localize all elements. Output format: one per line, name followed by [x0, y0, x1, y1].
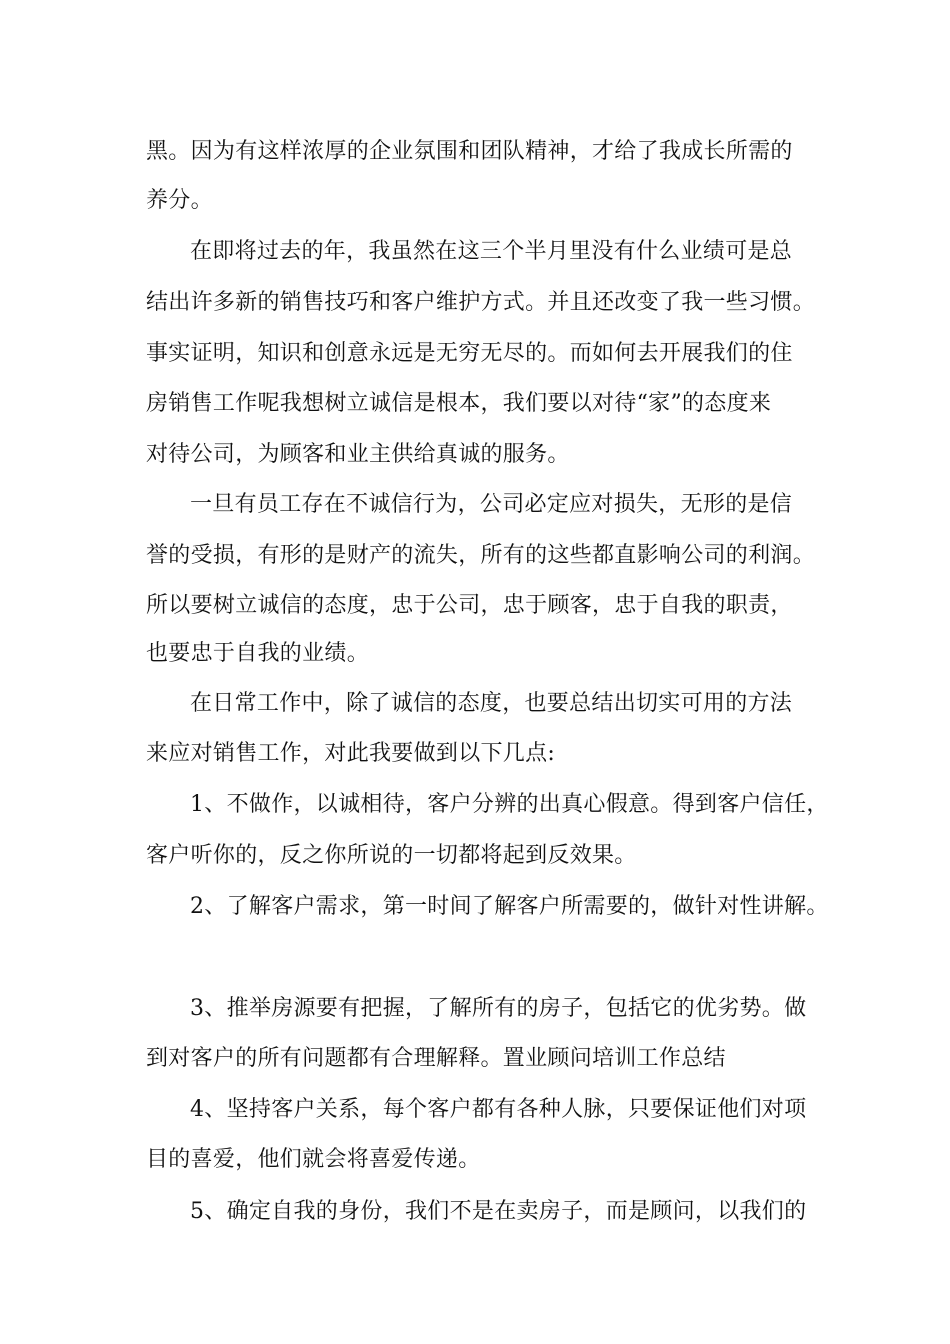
text-line: 目的喜爱，他们就会将喜爱传递。 — [146, 1147, 481, 1172]
paragraph-start-line: 在日常工作中，除了诚信的态度，也要总结出切实可用的方法 — [190, 691, 793, 716]
text-line: 黑。因为有这样浓厚的企业氛围和团队精神，才给了我成长所需的 — [146, 139, 793, 164]
text-line: 也要忠于自我的业绩。 — [146, 641, 370, 666]
paragraph-start-line: 一旦有员工存在不诚信行为，公司必定应对损失，无形的是信 — [190, 492, 793, 517]
text-line: 誉的受损，有形的是财产的流失，所有的这些都直影响公司的利润。 — [146, 543, 816, 568]
list-item-5-line: 5、确定自我的身份，我们不是在卖房子，而是顾问，以我们的 — [190, 1199, 807, 1224]
list-item-2-line: 2、了解客户需求，第一时间了解客户所需要的，做针对性讲解。 — [190, 894, 829, 919]
text-line: 结出许多新的销售技巧和客户维护方式。并且还改变了我一些习惯。 — [146, 290, 816, 315]
paragraph-start-line: 在即将过去的年，我虽然在这三个半月里没有什么业绩可是总 — [190, 239, 793, 264]
text-line: 到对客户的所有问题都有合理解释。置业顾问培训工作总结 — [146, 1046, 726, 1071]
list-item-1-line: 1、不做作，以诚相待，客户分辨的出真心假意。得到客户信任， — [190, 792, 829, 817]
list-item-3-line: 3、推举房源要有把握，了解所有的房子，包括它的优劣势。做 — [190, 996, 807, 1021]
text-line: 事实证明，知识和创意永远是无穷无尽的。而如何去开展我们的住 — [146, 341, 793, 366]
list-item-4-line: 4、坚持客户关系，每个客户都有各种人脉，只要保证他们对项 — [190, 1097, 807, 1122]
text-line: 养分。 — [146, 188, 213, 213]
text-line: 所以要树立诚信的态度，忠于公司，忠于顾客，忠于自我的职责， — [146, 593, 793, 618]
text-line: 客户听你的，反之你所说的一切都将起到反效果。 — [146, 843, 637, 868]
text-line: 来应对销售工作，对此我要做到以下几点: — [146, 741, 556, 766]
text-line: 对待公司，为顾客和业主供给真诚的服务。 — [146, 442, 570, 467]
text-line: 房销售工作呢我想树立诚信是根本，我们要以对待“家”的态度来 — [146, 391, 772, 416]
